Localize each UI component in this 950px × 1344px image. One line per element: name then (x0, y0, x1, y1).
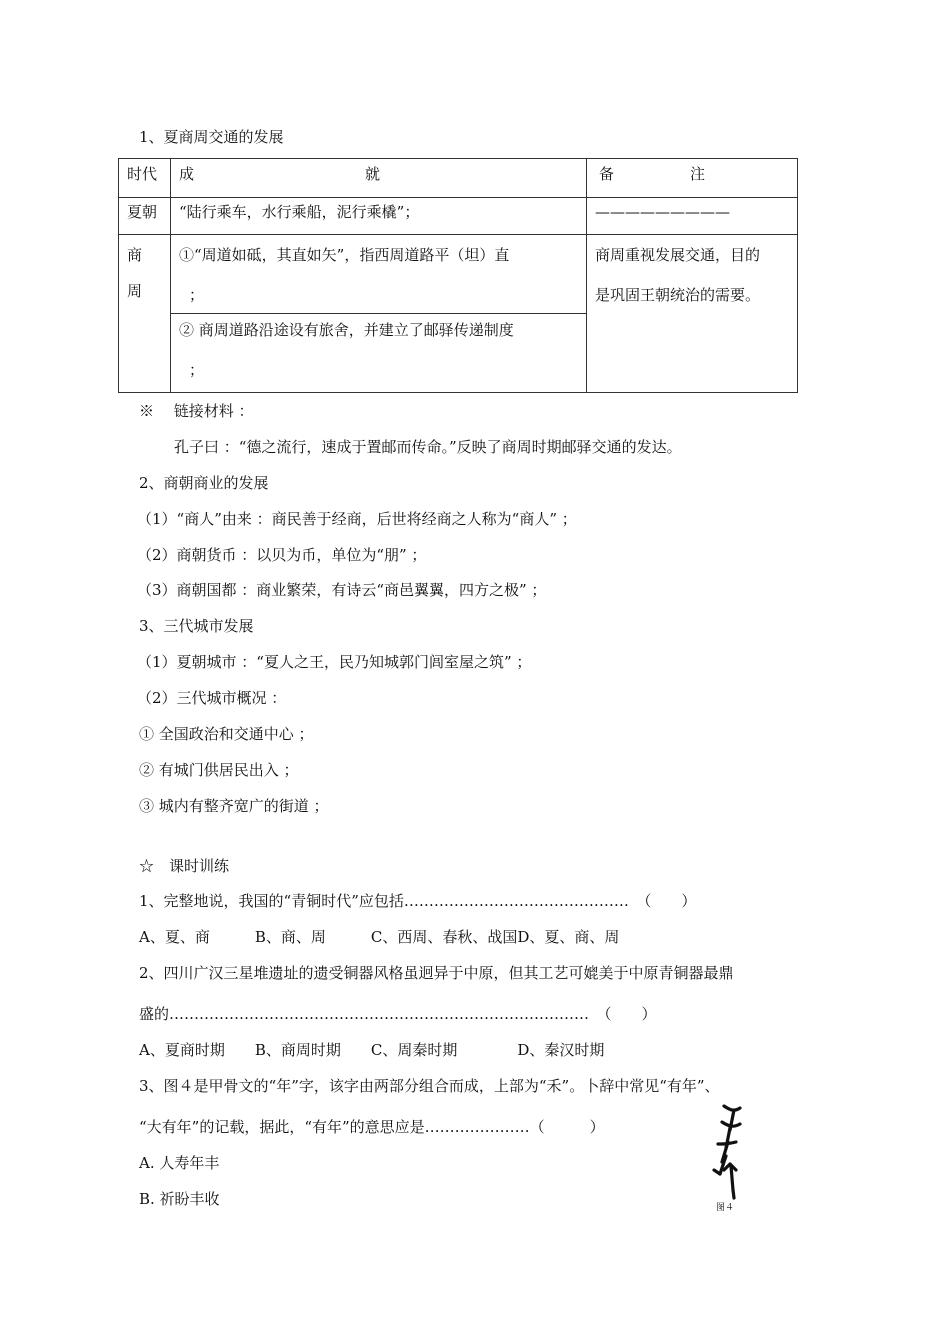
header-achievement: 成 就 (171, 159, 587, 198)
cities-item-1: （1）夏朝城市 ：“夏人之王，民乃知城郭门闾室屋之筑” ； (137, 653, 532, 671)
question-3-option-a: A. 人寿年丰 (139, 1154, 220, 1172)
era-shangzhou: 商 周 (119, 235, 171, 393)
question-2-options: A、夏商时期 B、商周时期 C、周秦时期 D、秦汉时期 (139, 1041, 605, 1059)
achievement-xia: “陆行乘车，水行乘船，泥行乘橇”； (171, 198, 587, 235)
cities-item-3: ① 全国政治和交通中心 ； (139, 725, 314, 743)
cities-item-4: ② 有城门供居民出入 ； (139, 761, 299, 779)
practice-title: ☆ 课时训练 (139, 857, 230, 875)
header-note: 备 注 (587, 159, 798, 198)
section-title-transport: 1、夏商周交通的发展 (139, 128, 284, 146)
header-era: 时代 (119, 159, 171, 198)
link-material-text: 孔子曰 ：“德之流行，速成于置邮而传命。”反映了商周时期邮驿交通的发达。 (174, 438, 682, 456)
question-2-stem-line2: 盛的………………………………………………………………………… （ ） (139, 1005, 657, 1023)
note-xia: ————————— (587, 198, 798, 235)
note-shangzhou: 商周重视发展交通，目的 是巩固王朝统治的需要。 (587, 235, 798, 393)
transport-table (118, 158, 798, 393)
question-1-stem: 1、完整地说，我国的“青铜时代”应包括……………………………………… （ ） (139, 892, 697, 910)
achievement-post: ② 商周道路沿途设有旅舍，并建立了邮驿传递制度 ； (179, 321, 514, 379)
era-xia: 夏朝 (119, 198, 171, 235)
link-material-label: ※ 链接材料 ： (139, 402, 254, 420)
section-title-cities: 3、三代城市发展 (139, 617, 254, 635)
table-row-shangzhou (119, 235, 798, 393)
achievement-road: ①“周道如砥，其直如矢”，指西周道路平（坦）直 ； (171, 235, 586, 314)
table-row-xia (119, 198, 798, 235)
figure-4-label: 图４ (716, 1203, 735, 1213)
question-1-options: A、夏、商 B、商、周 C、西周、春秋、战国D、夏、商、周 (139, 928, 620, 946)
question-3-stem-line2: “大有年”的记载，据此，“有年”的意思应是…………………（ ） (139, 1118, 605, 1136)
oracle-bone-nian-figure (700, 1100, 764, 1212)
question-2-stem-line1: 2、四川广汉三星堆遗址的遗受铜器风格虽迥异于中原，但其工艺可媲美于中原青铜器最鼎 (139, 964, 734, 982)
cities-item-2: （2）三代城市概况 ： (137, 689, 287, 707)
commerce-item-3: （3）商朝国都 ：商业繁荣，有诗云“商邑翼翼，四方之极” ； (137, 581, 547, 599)
cities-item-5: ③ 城内有整齐宽广的街道 ； (139, 797, 329, 815)
question-3-stem-line1: 3、图４是甲骨文的“年”字，该字由两部分组合而成，上部为“禾”。卜辞中常见“有年”、 (139, 1077, 720, 1095)
achievements-shangzhou (171, 235, 587, 393)
commerce-item-2: （2）商朝货币 ：以贝为币，单位为“朋” ； (137, 546, 427, 564)
question-3-option-b: B. 祈盼丰收 (139, 1190, 220, 1208)
section-title-commerce: 2、商朝商业的发展 (139, 474, 269, 492)
table-header-row (119, 159, 798, 198)
commerce-item-1: （1）“商人”由来 ：商民善于经商，后世将经商之人称为“商人” ； (137, 510, 577, 528)
